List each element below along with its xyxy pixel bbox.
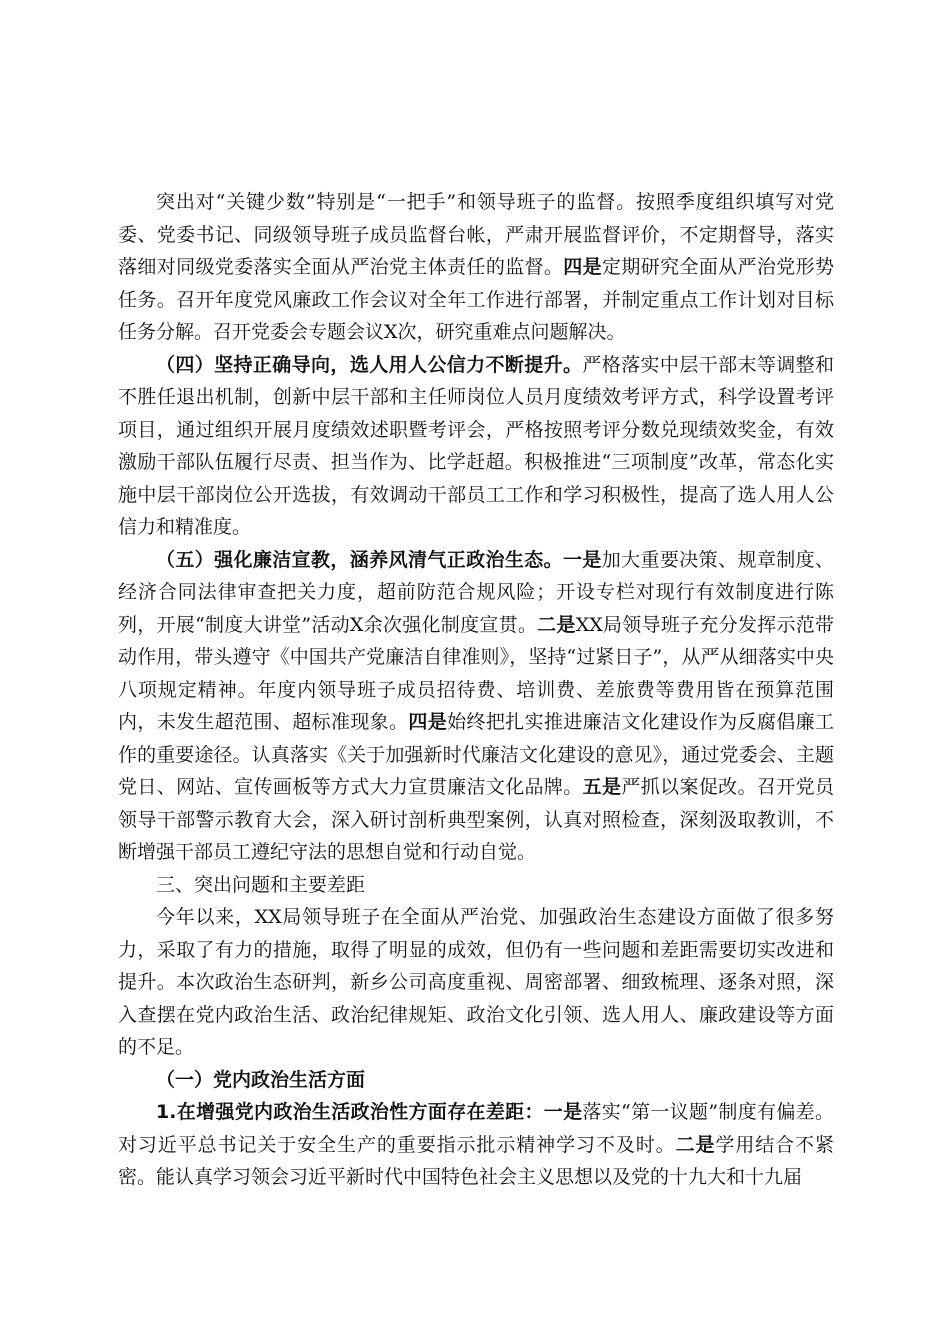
paragraph-section-4 bbox=[118, 349, 834, 544]
bold-marker: 五是 bbox=[582, 776, 622, 798]
paragraph-text: 始终把扎实推进廉洁文化建设作为反腐倡廉工作的重要途径。认真落实《关于加强新时代廉洁文化建设的意见》，通过党委会、主题党日、网站、宣传画板等方式大力宣贯廉洁文化品牌。 bbox=[118, 711, 834, 798]
paragraph-text: XX局领导班子充分发挥示范带动作用，带头遵守《中国共产党廉洁自律准则》，坚持“过紧日子”，从严从细落实中央八项规定精神。年度内领导班子成员招待费、培训费、差旅费等费用皆在预算范围内，未发生超范围、超标准现象。 bbox=[118, 613, 834, 733]
bold-marker: 四是 bbox=[408, 711, 448, 733]
bold-marker: 二是 bbox=[675, 1133, 716, 1156]
section-heading-4: （四）坚持正确导向，选人用人公信力不断提升。 bbox=[156, 353, 583, 376]
section-heading-5: （五）强化廉洁宣教，涵养风清气正政治生态。 bbox=[156, 548, 564, 571]
paragraph-text: 严格落实中层干部末等调整和不胜任退出机制，创新中层干部和主任师岗位人员月度绩效考评方式，科学设置考评项目，通过组织开展月度绩效述职暨考评会，严格按照考评分数兑现绩效奖金，有效激励干部队伍履行尽责、担当作为、比学赶超。积极推进“三项制度”改革，常态化实施中层干部岗位公开选拔，有效调动干部员工工作和学习积极性，提高了选人用人公信力和精准度。 bbox=[118, 353, 834, 538]
bold-marker: 二是 bbox=[537, 613, 576, 636]
item-heading-1: 1.在增强党内政治生活政治性方面存在差距： bbox=[156, 1101, 544, 1123]
bold-marker: 四是 bbox=[563, 256, 603, 278]
section-heading-3: 三、突出问题和主要差距 bbox=[156, 873, 366, 896]
paragraph-supervision bbox=[118, 186, 834, 349]
paragraph-text: 定期研究全面从严治党形势任务。召开年度党风廉政工作会议对全年工作进行部署，并制定重点工作计划对目标任务分解。召开党委会专题会议X次，研究重难点问题解决。 bbox=[118, 256, 834, 343]
subsection-heading-1: （一）党内政治生活方面 bbox=[156, 1068, 366, 1091]
paragraph-text: 突出对“关键少数”特别是“一把手”和领导班子的监督。按照季度组织填写对党委、党委书记、同级领导班子成员监督台帐，严肃开展监督评价，不定期督导，落实落细对同级党委落实全面从严治党主体责任的监督。 bbox=[118, 191, 834, 278]
paragraph-text: 严抓以案促改。召开党员领导干部警示教育大会，深入研讨剖析典型案例，认真对照检查，深刻汲取教训，不断增强干部员工遵纪守法的思想自觉和行动自觉。 bbox=[118, 776, 834, 863]
paragraph-text: 加大重要决策、规章制度、经济合同法律审查把关力度，超前防范合规风险；开设专栏对现行有效制度进行陈列，开展“制度大讲堂”活动X余次强化制度宣贯。 bbox=[118, 548, 834, 636]
paragraph-text: 学用结合不紧密。能认真学习领会习近平新时代中国特色社会主义思想以及党的十九大和十九届 bbox=[118, 1133, 834, 1188]
bold-marker: 一是 bbox=[543, 1101, 583, 1123]
document-body bbox=[118, 186, 834, 1194]
paragraph-text: 落实“第一议题”制度有偏差。对习近平总书记关于安全生产的重要指示批示精神学习不及时。 bbox=[118, 1101, 834, 1156]
paragraph-gap-1 bbox=[118, 1096, 834, 1194]
paragraph-problems-intro: 今年以来，XX局领导班子在全面从严治党、加强政治生态建设方面做了很多努力，采取了有力的措施，取得了明显的成效，但仍有一些问题和差距需要切实改进和提升。本次政治生态研判，新乡公司高度重视、周密部署、细致梳理、逐条对照，深入查摆在党内政治生活、政治纪律规矩、政治文化引领、选人用人、廉政建设等方面的不足。 bbox=[118, 906, 834, 1058]
paragraph-section-5 bbox=[118, 544, 834, 869]
bold-marker: 一是 bbox=[563, 548, 602, 571]
